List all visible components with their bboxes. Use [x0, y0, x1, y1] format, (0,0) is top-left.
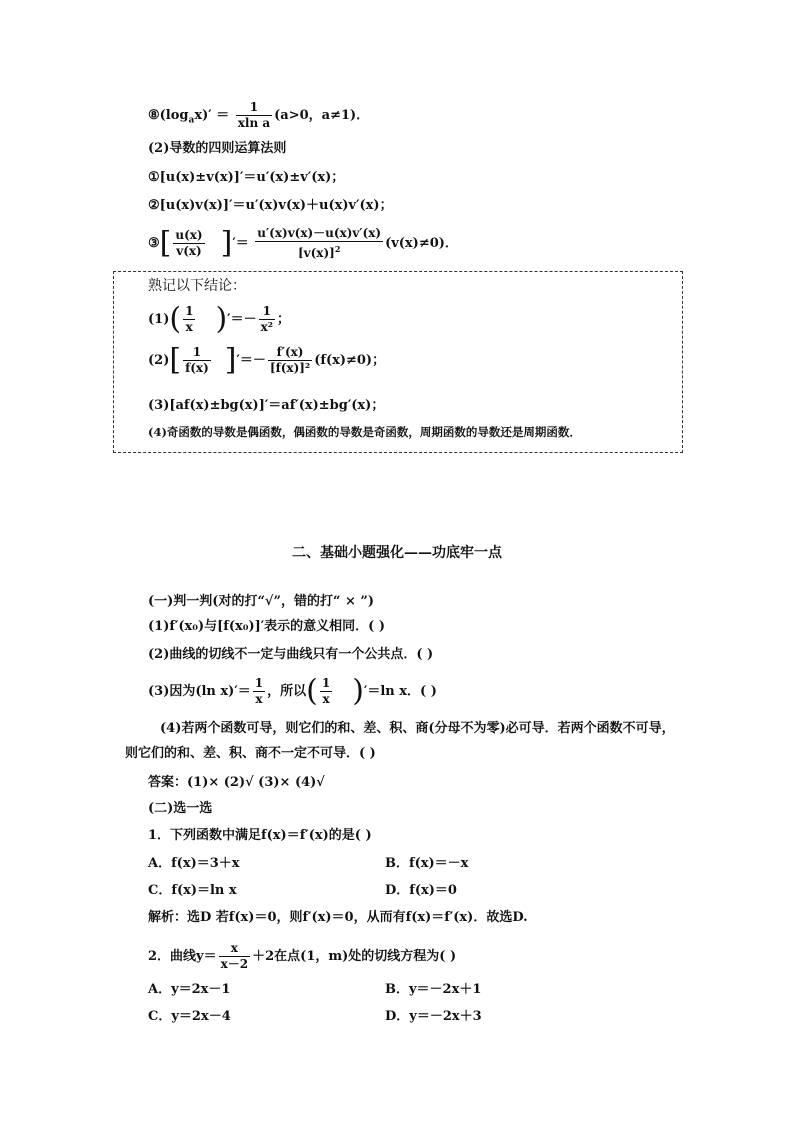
note2-suffix: (f(x)≠0)；: [314, 353, 386, 368]
note-1: [148, 301, 291, 337]
quotient-left-fraction: [173, 228, 204, 259]
log-cond: (a>0，a≠1)．: [274, 108, 370, 123]
q3-num: 1: [254, 676, 264, 690]
choose-q2-option-a: A．y＝2x－1: [148, 982, 231, 997]
judge-q3: [148, 673, 437, 709]
choose-q1-option-b: B．f(x)＝－x: [385, 856, 469, 871]
bracket-close: ]: [224, 342, 237, 378]
note1-num: 1: [185, 304, 194, 318]
choose-q2-option-d: D．y＝－2x＋3: [385, 1009, 482, 1024]
note2-rden: [f(x)]²: [269, 361, 311, 375]
bracket-open: [: [159, 225, 172, 261]
judge-q2: (2)曲线的切线不一定与曲线只有一个公共点．( ): [148, 647, 434, 662]
q2-prefix: 2．曲线y＝: [148, 949, 217, 964]
note2-num: 1: [183, 345, 211, 361]
note1-mid: ′＝－: [227, 312, 257, 327]
note1-suffix: ；: [277, 312, 291, 327]
section-title: 二、基础小题强化——功底牢一点: [292, 545, 502, 561]
choose-q1-option-a: A．f(x)＝3＋x: [148, 856, 240, 871]
quotient-den-text: [v(x)]: [297, 246, 335, 260]
log-prefix: ⑧(log: [148, 108, 189, 123]
bracket-close: ]: [220, 225, 233, 261]
judge-heading: (一)判一判(对的打“√”，错的打“ × ”): [148, 594, 375, 609]
paren-close: ): [215, 301, 228, 337]
product-rule: ②[u(x)v(x)]′＝u′(x)v(x)＋u(x)v′(x)；: [148, 198, 393, 213]
choose-q1-option-c: C．f(x)＝ln x: [148, 883, 237, 898]
judge-q4-line1: (4)若两个函数可导，则它们的和、差、积、商(分母不为零)必可导．若两个函数不可导，: [160, 721, 675, 736]
quotient-right-den: [255, 242, 383, 261]
paren-close: ): [352, 673, 364, 709]
log-mid: x)′ ＝: [194, 108, 230, 123]
judge-q1: (1)f′(x₀)与[f(x₀)]′表示的意义相同．( ): [148, 619, 386, 634]
q2-den: x－2: [220, 957, 249, 971]
q3-fraction: [253, 676, 265, 707]
log-num: 1: [236, 100, 272, 116]
q2-suffix: ＋2在点(1，m)处的切线方程为( ): [252, 949, 457, 964]
quotient-left-den: v(x): [176, 244, 202, 258]
log-base: a: [188, 115, 195, 126]
heading-arithmetic-rules: (2)导数的四则运算法则: [148, 141, 287, 156]
judge-answer: 答案：(1)× (2)√ (3)× (4)√: [148, 775, 325, 790]
note2-prefix: (2): [148, 353, 170, 368]
judge-q4-line2: 则它们的和、差、积、商不一定不可导．( ): [125, 746, 376, 761]
quotient-mid: ′＝: [232, 236, 249, 251]
choose-q1-analysis: 解析：选D 若f(x)＝0，则f′(x)＝0，从而有f(x)＝f′(x)．故选D.: [148, 910, 528, 925]
sum-rule: ①[u(x)±v(x)]′＝u′(x)±v′(x)；: [148, 170, 345, 185]
choose-q2-stem: [148, 941, 456, 972]
note-2: [148, 342, 386, 378]
note1-rden: x²: [260, 320, 274, 334]
quotient-cond: (v(x)≠0)．: [385, 236, 458, 251]
q3-prefix: (3)因为(ln x)′＝: [148, 684, 251, 699]
q2-num: x: [219, 941, 251, 957]
q3-den: x: [255, 692, 263, 706]
quotient-left-num: u(x): [175, 228, 203, 242]
note1-den: x: [185, 320, 193, 334]
quotient-rule: [148, 226, 458, 261]
note-3: (3)[af(x)±bg(x)]′＝af′(x)±bg′(x)；: [148, 398, 385, 413]
note1-left-fraction: [183, 304, 195, 335]
note1-right-fraction: [259, 304, 275, 335]
log-fraction: [236, 100, 272, 131]
paren-open: (: [169, 301, 182, 337]
quotient-right-num: u′(x)v(x)－u(x)v′(x): [257, 226, 382, 240]
q3-left-fraction: [320, 676, 332, 707]
q2-fraction: [219, 941, 251, 972]
log-den: xln a: [237, 116, 271, 130]
choose-heading: (二)选一选: [148, 801, 213, 816]
log-derivative-rule: [148, 100, 369, 131]
note2-den: f(x): [185, 361, 209, 375]
note2-right-fraction: [268, 345, 312, 376]
choose-q1-stem: 1．下列函数中满足f(x)＝f′(x)的是( ): [148, 828, 372, 843]
q3-lden: x: [322, 692, 330, 706]
note1-rnum: 1: [259, 304, 275, 320]
note2-mid: ′＝－: [236, 353, 266, 368]
notes-title: 熟记以下结论：: [148, 278, 246, 294]
quotient-den-sup: 2: [334, 244, 341, 254]
note2-rnum: f′(x): [268, 345, 312, 361]
note-4: (4)奇函数的导数是偶函数，偶函数的导数是奇函数，周期函数的导数还是周期函数．: [148, 425, 581, 439]
choose-q2-option-c: C．y＝2x－4: [148, 1009, 231, 1024]
q3-suffix: ′＝ln x．( ): [363, 684, 437, 699]
paren-open: (: [306, 673, 318, 709]
note1-prefix: (1): [148, 312, 170, 327]
choose-q2-option-b: B．y＝－2x＋1: [385, 982, 482, 997]
q3-mid: ，所以: [267, 684, 307, 699]
choose-q1-option-d: D．f(x)＝0: [385, 883, 457, 898]
note2-left-fraction: [183, 345, 211, 376]
quotient-right-fraction: [255, 226, 383, 261]
q3-lnum: 1: [321, 676, 331, 690]
quotient-prefix: ③: [148, 236, 160, 251]
bracket-open: [: [169, 342, 182, 378]
